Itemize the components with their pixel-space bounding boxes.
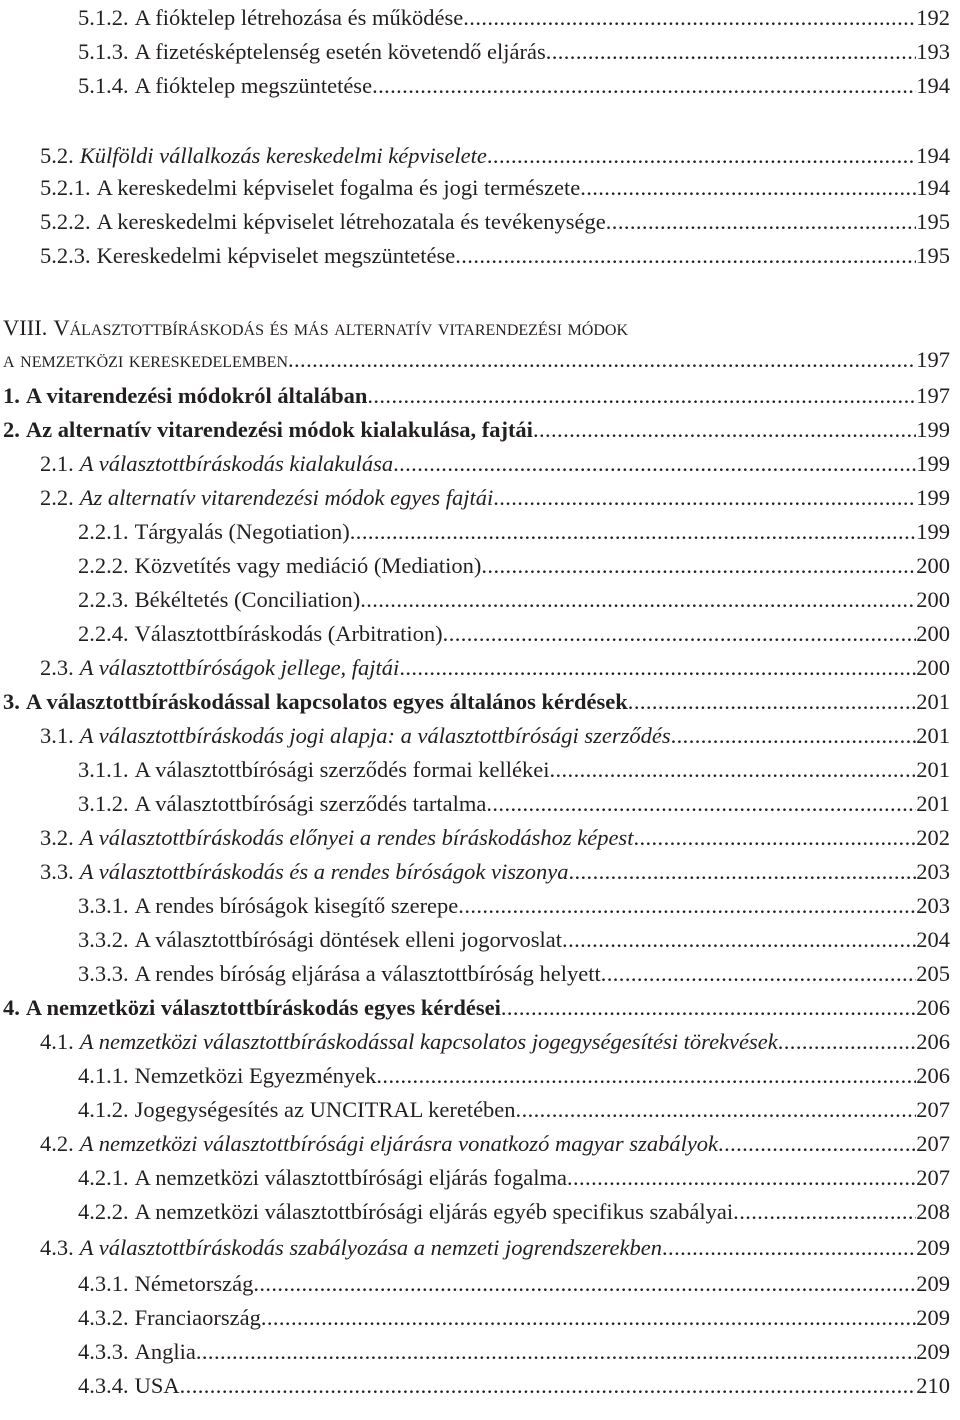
- dot-leader: [376, 1060, 916, 1092]
- dot-leader: [580, 172, 916, 204]
- toc-entry[interactable]: [40, 1232, 950, 1264]
- toc-entry-page-number: 209: [916, 1271, 950, 1296]
- toc-entry-title: A választottbíráskodással kapcsolatos egyes általános kérdések: [25, 689, 628, 714]
- toc-entry-title: Tárgyalás (Negotiation): [134, 519, 350, 544]
- toc-entry-number: 5.1.3.: [78, 39, 129, 64]
- toc-entry-page-number: 207: [916, 1097, 950, 1122]
- toc-entry[interactable]: [40, 652, 950, 684]
- toc-entry-number: 2.2.3.: [78, 587, 129, 612]
- toc-entry-title: Választottbíráskodás és más alternatív vitarendezési módok: [53, 315, 629, 340]
- toc-entry-page-number: 200: [916, 553, 950, 578]
- toc-entry[interactable]: [78, 36, 950, 68]
- toc-entry-page-number: 194: [916, 175, 950, 200]
- toc-entry-page-number: 207: [916, 1131, 950, 1156]
- toc-entry-title: A nemzetközi választottbíráskodással kapcsolatos jogegységesítési törekvések: [79, 1029, 778, 1054]
- toc-entry-page-number: 207: [916, 1165, 950, 1190]
- toc-entry[interactable]: [78, 958, 950, 990]
- toc-entry-title: A kereskedelmi képviselet fogalma és jogi természete: [96, 175, 581, 200]
- toc-entry[interactable]: [78, 70, 950, 102]
- toc-entry[interactable]: [3, 344, 950, 376]
- toc-entry-number: 3.3.1.: [78, 893, 129, 918]
- toc-entry-number: 4.2.2.: [78, 1199, 129, 1224]
- toc-entry-page-number: 200: [916, 621, 950, 646]
- toc-entry-number: 2.2.1.: [78, 519, 129, 544]
- toc-entry[interactable]: [3, 380, 950, 412]
- toc-entry-number: 5.1.2.: [78, 5, 129, 30]
- toc-entry-title: A rendes bíróságok kisegítő szerepe: [134, 893, 459, 918]
- dot-leader: [628, 686, 916, 718]
- toc-entry-title: A választottbírósági szerződés tartalma: [134, 791, 487, 816]
- toc-entry-title: A választottbíróságok jellege, fajtái: [79, 655, 400, 680]
- dot-leader: [718, 1128, 916, 1160]
- dot-leader: [486, 788, 916, 820]
- toc-entry-number: 3.3.3.: [78, 961, 129, 986]
- toc-entry-number: 5.2.3.: [40, 243, 91, 268]
- toc-entry-title: Közvetítés vagy mediáció (Mediation): [134, 553, 482, 578]
- toc-entry-page-number: 197: [916, 347, 950, 372]
- dot-leader: [549, 754, 916, 786]
- dot-leader: [481, 550, 916, 582]
- dot-leader: [458, 890, 916, 922]
- toc-entry-page-number: 209: [916, 1235, 950, 1260]
- toc-entry[interactable]: [3, 312, 628, 344]
- toc-entry-page-number: 203: [916, 859, 950, 884]
- toc-entry-page-number: 194: [916, 73, 950, 98]
- toc-entry-number: 3.3.: [40, 859, 74, 884]
- toc-entry-number: 3.1.2.: [78, 791, 129, 816]
- toc-entry-number: 4.3.: [40, 1235, 74, 1260]
- toc-entry-page-number: 199: [916, 451, 950, 476]
- toc-entry-number: 5.2.1.: [40, 175, 91, 200]
- toc-entry-number: 3.3.2.: [78, 927, 129, 952]
- toc-entry-page-number: 200: [916, 655, 950, 680]
- toc-entry-number: 1.: [3, 383, 20, 408]
- toc-entry[interactable]: [40, 482, 950, 514]
- toc-entry[interactable]: [78, 788, 950, 820]
- toc-entry[interactable]: [78, 1302, 950, 1334]
- toc-entry-page-number: 200: [916, 587, 950, 612]
- toc-entry-title: Anglia: [134, 1339, 196, 1364]
- toc-entry-page-number: 206: [916, 995, 950, 1020]
- toc-entry-title: Franciaország: [134, 1305, 261, 1330]
- toc-entry-title: A kereskedelmi képviselet létrehozatala és tevékenysége: [96, 209, 606, 234]
- dot-leader: [399, 652, 916, 684]
- toc-entry[interactable]: [78, 550, 950, 582]
- toc-entry-page-number: 208: [916, 1199, 950, 1224]
- toc-entry-title: Jogegységesítés az UNCITRAL keretében: [134, 1097, 516, 1122]
- toc-entry-number: 2.2.4.: [78, 621, 129, 646]
- toc-entry-number: 4.3.1.: [78, 1271, 129, 1296]
- toc-entry[interactable]: [78, 1370, 950, 1402]
- toc-entry-number: 4.: [3, 995, 20, 1020]
- toc-entry-title: A választottbíráskodás és a rendes bíróságok viszonya: [79, 859, 569, 884]
- toc-entry[interactable]: [40, 1026, 950, 1058]
- toc-entry[interactable]: [78, 1268, 950, 1300]
- toc-entry-title: A választottbíráskodás előnyei a rendes bíráskodáshoz képest: [79, 825, 634, 850]
- dot-leader: [601, 958, 917, 990]
- dot-leader: [733, 1196, 916, 1228]
- toc-entry-title: A választottbírósági szerződés formai kellékei: [134, 757, 550, 782]
- dot-leader: [568, 856, 916, 888]
- toc-entry[interactable]: [78, 618, 950, 650]
- toc-entry-title: A választottbíráskodás szabályozása a nemzeti jogrendszerekben: [79, 1235, 663, 1260]
- toc-entry-number: 4.3.4.: [78, 1373, 129, 1398]
- toc-entry-title: A nemzetközi választottbírósági eljárásra vonatkozó magyar szabályok: [79, 1131, 719, 1156]
- toc-entry-number: 4.3.2.: [78, 1305, 129, 1330]
- toc-entry-page-number: 209: [916, 1305, 950, 1330]
- toc-entry-page-number: 206: [916, 1063, 950, 1088]
- toc-entry-page-number: 206: [916, 1029, 950, 1054]
- dot-leader: [662, 1232, 916, 1264]
- toc-entry-page-number: 202: [916, 825, 950, 850]
- toc-entry-number: 2.1.: [40, 451, 74, 476]
- toc-entry-number: 5.1.4.: [78, 73, 129, 98]
- toc-entry-title: A nemzetközi választottbíráskodás egyes kérdései: [25, 995, 501, 1020]
- toc-entry-title: Külföldi vállalkozás kereskedelmi képviselete: [79, 143, 487, 168]
- toc-entry-page-number: 201: [916, 791, 950, 816]
- dot-leader: [367, 380, 916, 412]
- toc-entry-title: A fióktelep megszüntetése: [134, 73, 373, 98]
- toc-entry-title: A nemzetközi választottbírósági eljárás fogalma: [134, 1165, 567, 1190]
- dot-leader: [606, 206, 916, 238]
- dot-leader: [261, 1302, 916, 1334]
- toc-entry-page-number: 192: [916, 5, 950, 30]
- toc-entry-number: 4.3.3.: [78, 1339, 129, 1364]
- dot-leader: [463, 2, 916, 34]
- dot-leader: [180, 1370, 917, 1402]
- toc-entry-title: A választottbíráskodás jogi alapja: a választottbírósági szerződés: [79, 723, 671, 748]
- toc-entry-number: 3.1.1.: [78, 757, 129, 782]
- dot-leader: [633, 822, 916, 854]
- dot-leader: [487, 140, 916, 172]
- dot-leader: [778, 1026, 917, 1058]
- toc-entry-page-number: 199: [916, 485, 950, 510]
- toc-entry-number: 3.1.: [40, 723, 74, 748]
- toc-entry-number: 4.1.1.: [78, 1063, 129, 1088]
- toc-entry-page-number: 194: [916, 143, 950, 168]
- toc-entry[interactable]: [3, 992, 950, 1024]
- toc-entry-title: Választottbíráskodás (Arbitration): [134, 621, 443, 646]
- toc-entry-number: 5.2.: [40, 143, 74, 168]
- toc-entry-title: A nemzetközi választottbírósági eljárás egyéb specifikus szabályai: [134, 1199, 734, 1224]
- toc-entry-title: A fizetésképtelenség esetén követendő eljárás: [134, 39, 546, 64]
- toc-entry-page-number: 201: [916, 723, 950, 748]
- dot-leader: [501, 992, 916, 1024]
- dot-leader: [443, 618, 917, 650]
- dot-leader: [516, 1094, 917, 1126]
- toc-entry[interactable]: [78, 1336, 950, 1368]
- toc-entry-page-number: 203: [916, 893, 950, 918]
- toc-entry-title: Nemzetközi Egyezmények: [134, 1063, 377, 1088]
- toc-entry-page-number: 193: [916, 39, 950, 64]
- toc-entry-number: 4.1.: [40, 1029, 74, 1054]
- toc-entry-page-number: 199: [916, 417, 950, 442]
- toc-entry-page-number: 209: [916, 1339, 950, 1364]
- toc-entry-page-number: 195: [916, 243, 950, 268]
- toc-entry[interactable]: [40, 206, 950, 238]
- toc-entry[interactable]: [40, 856, 950, 888]
- toc-entry-title: A fióktelep létrehozása és működése: [134, 5, 464, 30]
- toc-entry-number: 5.2.2.: [40, 209, 91, 234]
- toc-entry-title: A vitarendezési módokról általában: [25, 383, 368, 408]
- toc-entry[interactable]: [78, 516, 950, 548]
- toc-entry-page-number: 197: [916, 383, 950, 408]
- dot-leader: [372, 70, 916, 102]
- toc-entry[interactable]: [40, 720, 950, 752]
- dot-leader: [493, 482, 916, 514]
- toc-entry-title: Békéltetés (Conciliation): [134, 587, 361, 612]
- toc-entry-page-number: 205: [916, 961, 950, 986]
- toc-entry[interactable]: [78, 1162, 950, 1194]
- toc-entry-page-number: 204: [916, 927, 950, 952]
- dot-leader: [533, 414, 916, 446]
- toc-entry-title: Kereskedelmi képviselet megszüntetése: [96, 243, 456, 268]
- toc-entry[interactable]: [78, 1196, 950, 1228]
- toc-entry[interactable]: [78, 1094, 950, 1126]
- toc-entry[interactable]: [78, 890, 950, 922]
- toc-entry-title: A választottbírósági döntések elleni jogorvoslat: [134, 927, 563, 952]
- toc-entry-number: 2.2.: [40, 485, 74, 510]
- dot-leader: [393, 448, 916, 480]
- toc-entry-title: Az alternatív vitarendezési módok kialakulása, fajtái: [25, 417, 533, 442]
- toc-entry[interactable]: [78, 584, 950, 616]
- toc-entry[interactable]: [40, 448, 950, 480]
- toc-entry-number: 2.3.: [40, 655, 74, 680]
- dot-leader: [562, 924, 916, 956]
- toc-entry[interactable]: [40, 240, 950, 272]
- toc-entry[interactable]: [40, 172, 950, 204]
- toc-entry-title: A választottbíráskodás kialakulása: [79, 451, 394, 476]
- toc-entry-number: 4.2.1.: [78, 1165, 129, 1190]
- dot-leader: [288, 344, 916, 376]
- toc-entry[interactable]: [40, 140, 950, 172]
- toc-entry-page-number: 210: [916, 1373, 950, 1398]
- toc-entry[interactable]: [78, 754, 950, 786]
- toc-entry[interactable]: [40, 1128, 950, 1160]
- dot-leader: [360, 584, 916, 616]
- toc-entry[interactable]: [78, 2, 950, 34]
- toc-entry-number: 4.1.2.: [78, 1097, 129, 1122]
- toc-entry-page-number: 201: [916, 757, 950, 782]
- toc-entry[interactable]: [3, 686, 950, 718]
- toc-entry[interactable]: [78, 1060, 950, 1092]
- toc-entry-page-number: 195: [916, 209, 950, 234]
- toc-entry-number: 4.2.: [40, 1131, 74, 1156]
- toc-entry-page-number: 201: [916, 689, 950, 714]
- toc-entry-title: USA: [134, 1373, 180, 1398]
- dot-leader: [455, 240, 916, 272]
- toc-entry-title: Az alternatív vitarendezési módok egyes fajtái: [79, 485, 494, 510]
- toc-entry-number: VIII.: [3, 315, 48, 340]
- toc-entry-number: 2.2.2.: [78, 553, 129, 578]
- dot-leader: [253, 1268, 916, 1300]
- toc-entry-number: 3.: [3, 689, 20, 714]
- dot-leader: [671, 720, 917, 752]
- toc-entry-number: 3.2.: [40, 825, 74, 850]
- dot-leader: [350, 516, 916, 548]
- toc-entry[interactable]: [40, 822, 950, 854]
- dot-leader: [546, 36, 917, 68]
- toc-entry-page-number: 199: [916, 519, 950, 544]
- dot-leader: [567, 1162, 916, 1194]
- dot-leader: [196, 1336, 916, 1368]
- toc-entry[interactable]: [78, 924, 950, 956]
- toc-entry-title: a nemzetközi kereskedelemben: [3, 347, 288, 372]
- toc-entry[interactable]: [3, 414, 950, 446]
- toc-entry-number: 2.: [3, 417, 20, 442]
- toc-entry-title: A rendes bíróság eljárása a választottbíróság helyett: [134, 961, 601, 986]
- toc-entry-title: Németország: [134, 1271, 254, 1296]
